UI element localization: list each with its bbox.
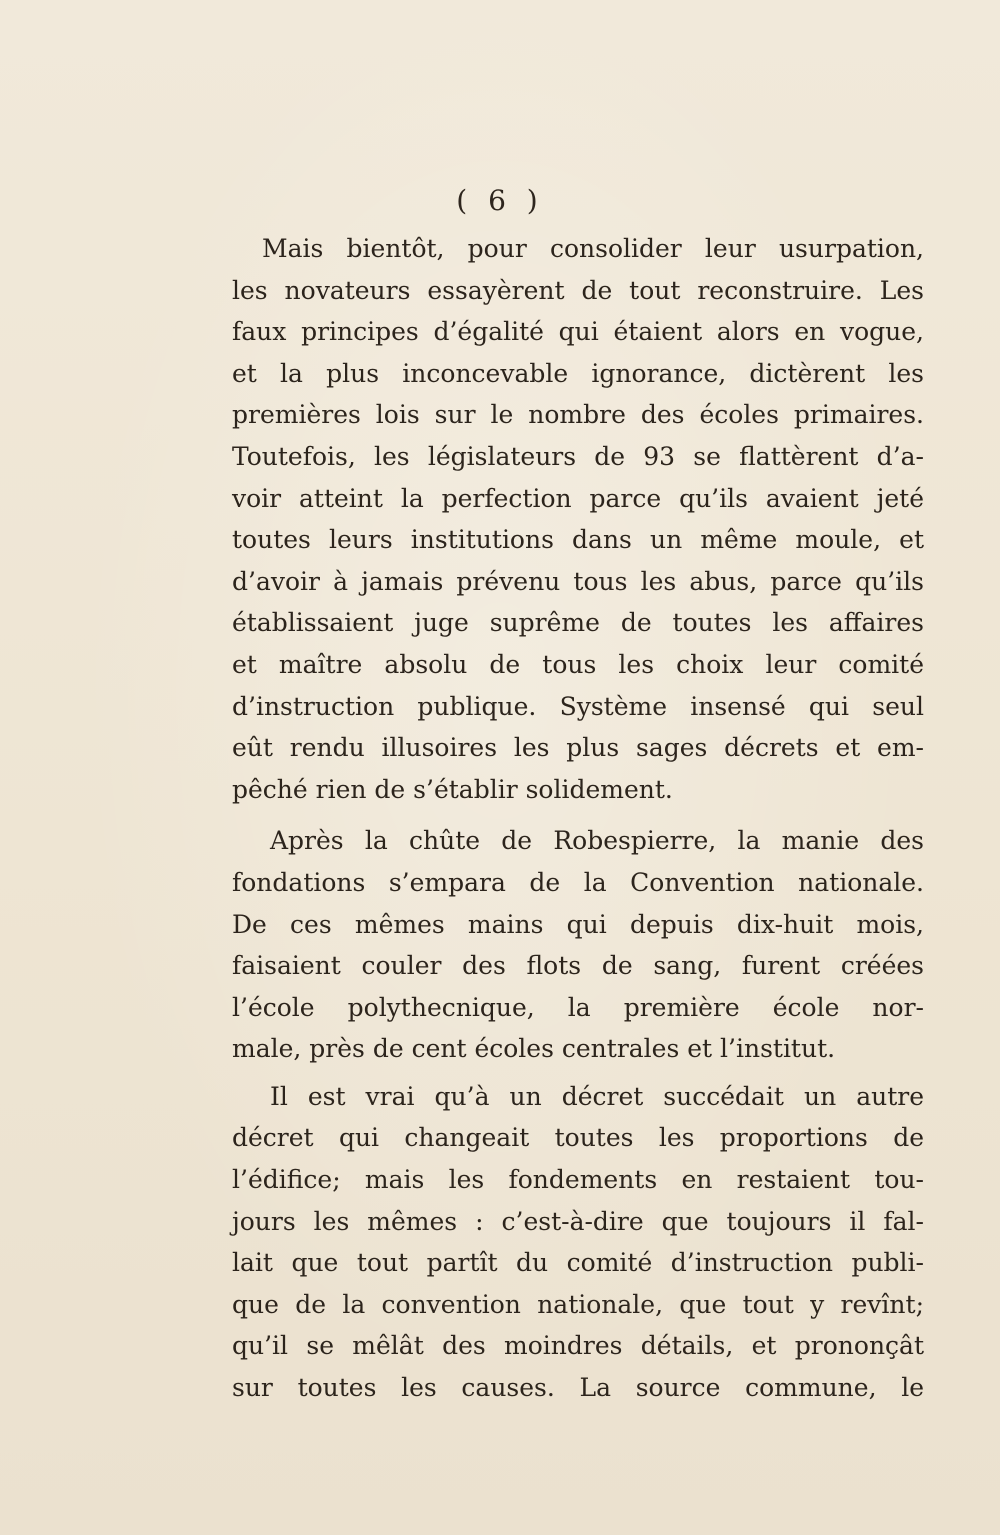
text-line: d’avoir à jamais prévenu tous les abus, parce qu’ils (232, 566, 924, 596)
text-line: l’édifice; mais les fondements en restaient tou- (232, 1165, 924, 1195)
text-line: faisaient couler des flots de sang, furent créées (232, 951, 924, 981)
text-line: toutes leurs institutions dans un même moule, et (232, 525, 924, 555)
text-line: jours les mêmes : c’est-à-dire que toujours il fal- (232, 1206, 924, 1236)
text-line: sur toutes les causes. La source commune, le (232, 1373, 924, 1403)
text-line: eût rendu illusoires les plus sages décrets et em- (232, 733, 924, 763)
paragraph-3 (232, 1076, 924, 1409)
text-line: et maître absolu de tous les choix leur comité (232, 649, 924, 679)
text-line: que de la convention nationale, que tout y revînt; (232, 1289, 924, 1319)
text-line: fondations s’empara de la Convention nationale. (232, 867, 924, 897)
text-line: pêché rien de s’établir solidement. (232, 774, 673, 804)
text-line: male, près de cent écoles centrales et l’institut. (232, 1034, 836, 1064)
text-line: voir atteint la perfection parce qu’ils avaient jeté (232, 483, 924, 513)
text-line: et la plus inconcevable ignorance, dictèrent les (232, 358, 924, 388)
text-line: décret qui changeait toutes les proportions de (232, 1123, 924, 1153)
paragraph-spacer (232, 810, 924, 820)
paragraph-2 (232, 820, 924, 1070)
text-line: lait que tout partît du comité d’instruction publi- (232, 1248, 924, 1278)
text-line: l’école polythecnique, la première école nor- (232, 992, 924, 1022)
text-line: Après la chûte de Robespierre, la manie des (270, 826, 924, 856)
text-line: faux principes d’égalité qui étaient alors en vogue, (232, 317, 924, 347)
text-line: Il est vrai qu’à un décret succédait un autre (270, 1081, 924, 1111)
body-text (232, 228, 924, 1409)
text-line: Toutefois, les législateurs de 93 se flattèrent d’a- (232, 441, 924, 471)
text-line: établissaient juge suprême de toutes les affaires (232, 608, 924, 638)
page-number: ( 6 ) (456, 184, 544, 217)
text-line: qu’il se mêlât des moindres détails, et prononçât (232, 1331, 924, 1361)
text-line: d’instruction publique. Système insensé qui seul (232, 691, 924, 721)
text-line: Mais bientôt, pour consolider leur usurpation, (262, 234, 924, 263)
text-line: De ces mêmes mains qui depuis dix-huit mois, (232, 909, 924, 939)
text-line: premières lois sur le nombre des écoles primaires. (232, 400, 924, 430)
text-line: les novateurs essayèrent de tout reconstruire. Les (232, 275, 924, 305)
paragraph-1 (232, 228, 924, 810)
